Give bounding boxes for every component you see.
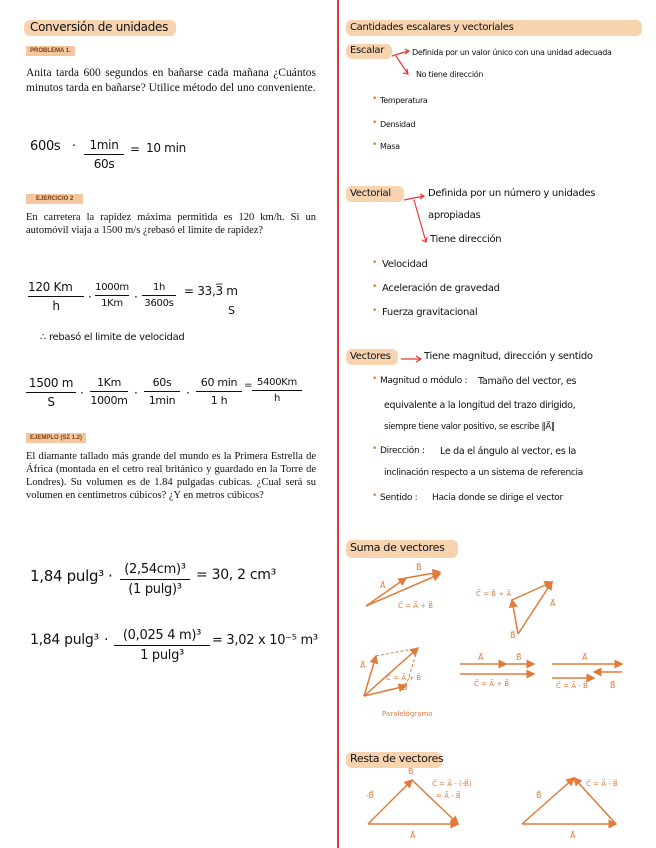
vec-b-label-5: B⃗ [610,681,616,690]
p3-eq1-result: = 30, 2 cm³ [196,567,276,583]
resta-a-label: A⃗ [410,831,416,840]
p2b-frac-1 [26,376,76,409]
suma-title: Suma de vectores [350,541,445,554]
p1-eq-den: 60s [93,157,115,171]
fraction-bar [95,295,129,296]
vec-c2-label: C⃗ = B⃗ + A⃗ [476,590,512,598]
paralelogramo-label: Paralelógramo [382,710,433,718]
vectores-arrow [400,354,424,364]
exercise-2-tag: EJERCICIO 2 [26,194,83,204]
direccion-label: Dirección : [380,446,425,456]
escalar-item-2: Densidad [380,120,416,129]
sentido-text: Hacia donde se dirige el vector [432,493,563,503]
suma-diagrams [346,560,646,730]
fraction-bar [90,391,128,392]
fraction-bar [252,390,302,391]
equals: = [244,380,253,391]
escalar-item-3: Masa [380,142,400,151]
vectorial-label: Vectorial [350,188,391,199]
bullet: • [372,282,378,292]
p1-eq-num: 1min [89,138,119,152]
p1-eq-equals: = [130,142,140,156]
bullet: • [372,140,378,150]
p1-eq-a: 600s [30,139,61,154]
p2b-frac-3 [144,376,180,407]
escalar-def2: No tiene dirección [416,70,484,79]
p1-eq-result: 10 min [146,141,186,155]
escalar-def1: Definida por un valor único con una unidad adecuada [412,48,612,57]
p2-frac-1 [28,280,84,313]
p2b-d5: h [273,393,281,404]
right-title: Cantidades escalares y vectoriales [350,22,514,33]
escalar-label: Escalar [350,45,385,56]
p2b-n4: 60 min [200,376,238,389]
vectores-def: Tiene magnitud, dirección y sentido [424,351,593,362]
fraction-bar [144,391,180,392]
resta-title: Resta de vectores [350,752,444,765]
vec-a-label-4: A⃗ [478,653,484,662]
vec-c1-label: C⃗ = A⃗ + B⃗ [398,602,434,610]
bullet: • [372,374,378,384]
p2b-frac-4 [196,376,242,407]
p3-eq2-num: (0,025 4 m)³ [122,628,202,643]
vec-a-label-2: A⃗ [550,599,556,608]
magnitud-text-1: Tamaño del vector, es [478,376,577,387]
bullet: • [372,444,378,454]
vectorial-item-1: Velocidad [382,259,428,270]
p2b-d2: 1000m [90,394,128,407]
problem-1-text: Anita tarda 600 segundos en bañarse cada mañana ¿Cuántos minutos tarda en bañarse? Utilice método del uno conveniente. [26,67,316,94]
dot: · [108,567,113,585]
dot: · [80,386,84,400]
bullet: • [372,306,378,316]
magnitud-text-2: equivalente a la longitud del trazo dirigido, [384,400,576,411]
p2b-frac-2 [90,376,128,407]
p2b-d1: S [47,395,55,409]
p2b-n5: 5400Km [257,377,297,388]
resta-b-label-2: B⃗ [536,791,542,800]
resta-c1b-label: = A⃗ - B⃗ [436,792,461,800]
p2-eq-result: = 33,3̅ m [184,284,238,298]
bullet: • [372,94,378,104]
resta-c1-label: C⃗ = A⃗ - (-B⃗) [432,780,472,788]
p2-d1: h [52,299,60,313]
vectorial-arrows [402,192,430,248]
p2b-d3: 1min [148,394,176,407]
p2-frac-3 [142,282,176,309]
sentido-label: Sentido : [380,493,418,503]
direccion-text-2: inclinación respecto a un sistema de referencia [384,468,583,478]
fraction-bar [142,295,176,296]
resta-neg-b-label: -B⃗ [366,791,375,800]
p1-eq-fraction [84,138,124,171]
vec-c3-label: C⃗ = A⃗ + B⃗ [386,674,422,682]
p2-d3: 3600s [144,298,174,309]
vec-b-label-2: B⃗ [510,631,516,640]
vec-b-label-3: B⃗ [402,683,408,692]
vec-a-label-5: A⃗ [582,653,588,662]
p3-eq1-frac [120,562,190,597]
resta-diagrams [346,768,646,842]
p2-d2: 1Km [101,298,123,309]
p2-frac-2 [95,282,129,309]
vec-a-label: A⃗ [380,581,386,590]
dot: · [134,290,138,304]
p2-n2: 1000m [95,282,129,293]
p1-eq-dot: · [72,139,76,154]
p3-eq1-a: 1,84 pulg³ [30,567,104,585]
p3-eq2-frac [114,628,210,663]
fraction-bar [28,296,84,297]
resta-a-label-2: A⃗ [570,831,576,840]
vec-b-label: B⃗ [416,563,422,572]
vectorial-def2: Tiene dirección [430,234,502,245]
example-tag: EJEMPLO (SZ 1.2) [26,433,86,443]
escalar-arrows [390,48,412,78]
vec-a-label-3: A⃗ [360,661,366,670]
escalar-item-1: Temperatura [380,96,428,105]
p2b-n2: 1Km [96,376,122,389]
left-title: Conversión de unidades [30,20,169,34]
vectorial-def1b: apropiadas [428,210,481,221]
bullet: • [372,118,378,128]
fraction-bar [196,391,242,392]
fraction-bar [114,645,210,646]
fraction-bar [120,579,190,580]
p3-eq2-den: 1 pulg³ [140,648,184,663]
p3-eq2-a: 1,84 pulg³ [30,632,99,648]
direccion-text-1: Le da el ángulo al vector, es la [440,446,577,457]
fraction-bar [84,154,124,155]
vec-b-label-4: B⃗ [516,653,522,662]
p2b-d4: 1 h [210,394,228,407]
dot: · [186,386,190,400]
vectorial-def1: Definida por un número y unidades [428,188,596,199]
vec-c4-label: C⃗ = A⃗ + B⃗ [474,680,510,688]
p3-eq1-den: (1 pulg)³ [128,582,182,597]
vectorial-item-2: Aceleración de gravedad [382,283,500,294]
problem-1-tag: PROBLEMA 1. [26,46,75,56]
exercise-2-text: En carretera la rapidez máxima permitida es 120 km/h. Si un automóvil viaja a 1500 m/s ¿rebasó el limite de rapidez? [26,212,316,236]
bullet: • [372,258,378,268]
p2b-frac-5 [252,377,302,404]
p2b-n3: 60s [152,376,172,389]
magnitud-label: Magnitud o módulo : [380,376,468,386]
magnitud-text-3: siempre tiene valor positivo, se escribe ‖A⃗‖ [384,422,555,432]
fraction-bar [26,392,76,393]
p2-eq-result-den: S [228,304,235,317]
vec-c5-label: C⃗ = A⃗ - B⃗ [556,682,588,690]
resta-c2-label: C⃗ = A⃗ - B⃗ [586,780,618,788]
p2b-n1: 1500 m [28,376,74,390]
dot: · [88,290,92,304]
p3-eq1-num: (2,54cm)³ [124,562,186,577]
example-text: El diamante tallado más grande del mundo es la Primera Estrella de África (montada en el cetro real británico y guardado en la Torre de Londres). Su volumen es de 1.84 pulgadas cubicas. ¿Cual será su volumen en centimetros cúbicos? ¿Y en metros cúbicos? [26,451,316,501]
vectores-label: Vectores [350,351,391,362]
resta-b-label: B⃗ [408,768,414,776]
p2-conclusion: ∴ rebasó el limite de velocidad [40,332,185,343]
dot: · [134,386,138,400]
page-divider [337,0,339,848]
bullet: • [372,491,378,501]
dot: · [104,632,109,648]
p3-eq2-result: = 3,02 x 10⁻⁵ m³ [212,633,318,648]
p2-n3: 1h [152,282,166,293]
p2-n1: 120 Km [28,280,73,294]
vectorial-item-3: Fuerza gravitacional [382,307,478,318]
